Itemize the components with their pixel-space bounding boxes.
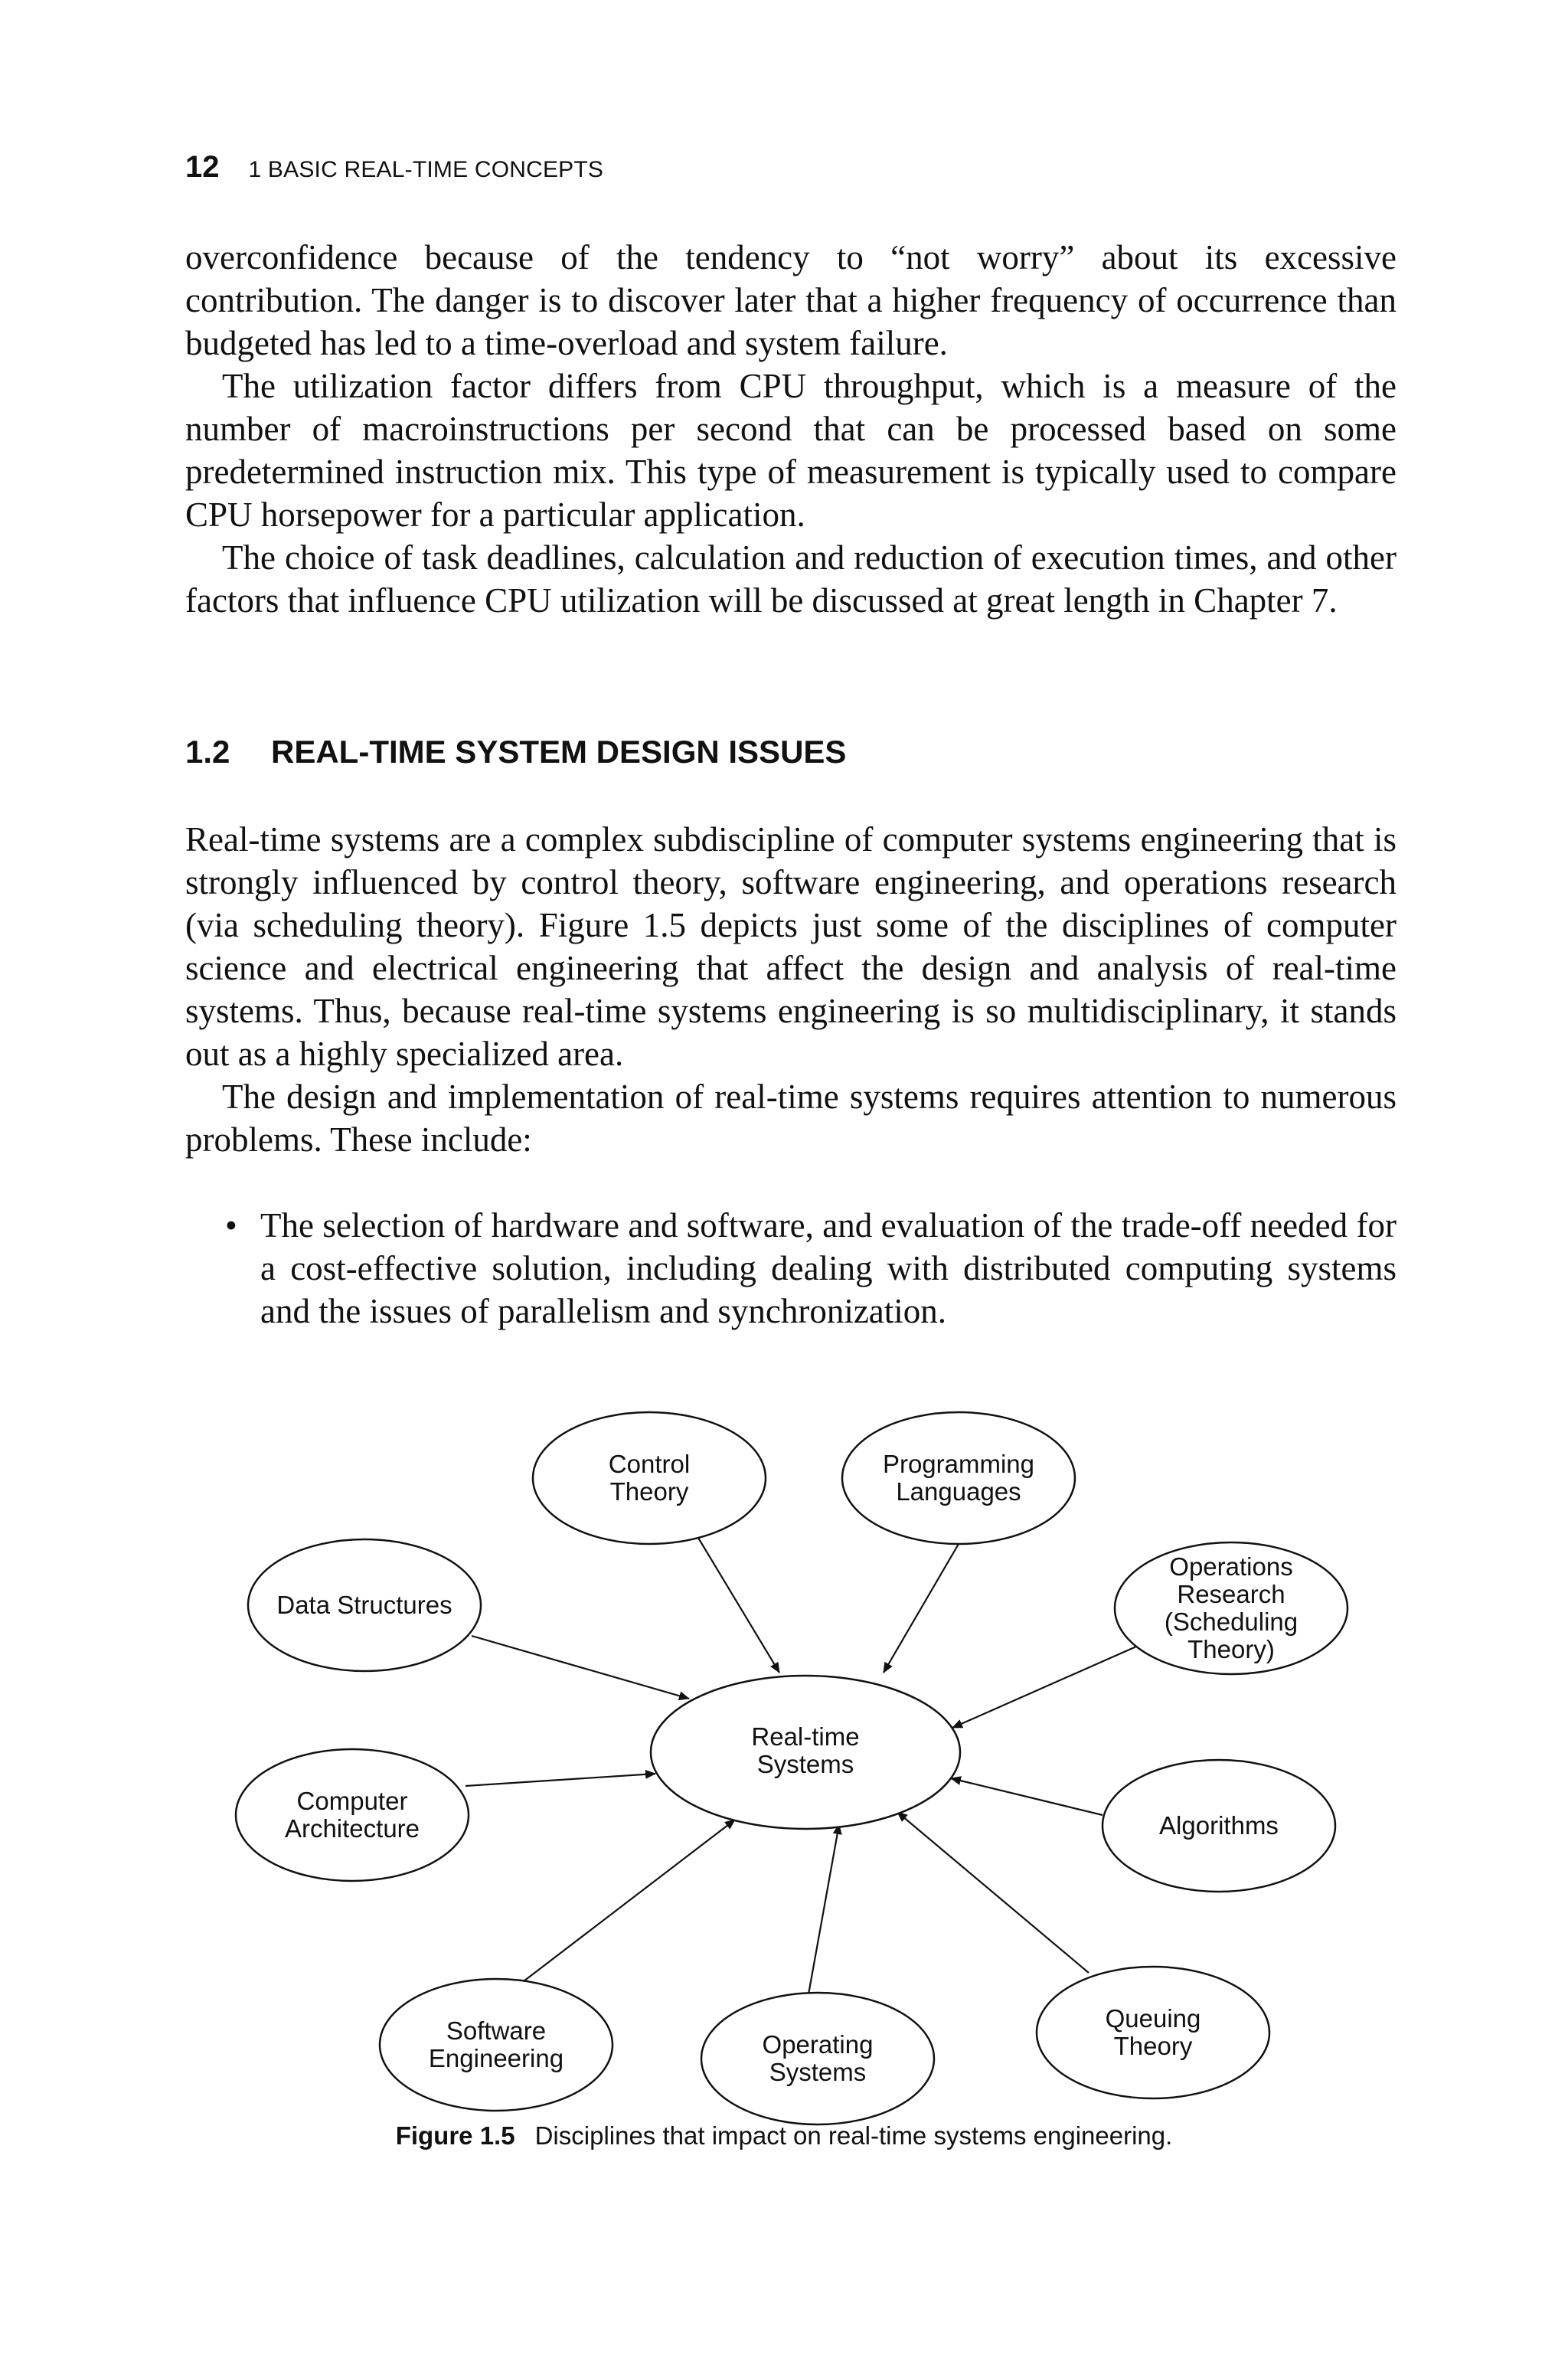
arrow-computer-architecture-to-real-time-systems (466, 1774, 655, 1786)
paragraph: The utilization factor differs from CPU throughput, which is a measure of the number of macroinstructions per second that can be processed based on some predetermined instruction mix. This type of measurement is typically used to compare CPU horsepower for a particular application. (185, 367, 1396, 534)
figure-1-5 (0, 1363, 1568, 2129)
arrow-software-engineering-to-real-time-systems (521, 1820, 735, 1984)
node-label (609, 1450, 690, 1506)
node-label (276, 1591, 452, 1619)
node-label-line: Data Structures (276, 1591, 452, 1619)
caption-label: Figure 1.5 (395, 2121, 515, 2150)
node-label-line: Control (608, 1450, 691, 1478)
bullet-list (185, 1204, 1396, 1333)
node-computer-architecture (236, 1749, 469, 1881)
node-label (1106, 2004, 1201, 2060)
diagram-nodes (236, 1412, 1348, 2124)
node-label-line: Systems (756, 1750, 854, 1778)
section-title: REAL-TIME SYSTEM DESIGN ISSUES (271, 734, 847, 770)
arrow-operating-systems-to-real-time-systems (808, 1824, 839, 1994)
node-label-line: Research (1177, 1580, 1285, 1608)
node-label-line: Computer (296, 1787, 408, 1815)
node-label-line: Programming (882, 1450, 1035, 1478)
node-real-time-systems (651, 1676, 960, 1829)
node-label-line: Theory (1113, 2032, 1193, 2060)
node-software-engineering (380, 1979, 612, 2111)
running-title: 1 BASIC REAL-TIME CONCEPTS (248, 157, 604, 182)
center-label (751, 1722, 859, 1778)
running-head (185, 150, 603, 185)
paragraph: The design and implementation of real-time systems requires attention to numerous problems. These include: (185, 1078, 1396, 1159)
node-operating-systems (701, 1993, 934, 2124)
paragraph: The choice of task deadlines, calculation and reduction of execution times, and other factors that influence CPU utilization will be discussed at great length in Chapter 7. (185, 538, 1396, 620)
arrow-operations-research-to-real-time-systems (952, 1647, 1136, 1728)
node-label-line: Operating (762, 2030, 874, 2059)
page-number: 12 (185, 150, 220, 184)
node-label-line: Engineering (428, 2044, 564, 2072)
list-item-text: The selection of hardware and software, and evaluation of the trade-off needed for a cost-effective solution, including dealing with distributed computing systems and the issues of parallelism and synchronization. (260, 1206, 1396, 1330)
node-queuing-theory (1037, 1967, 1269, 2098)
node-label (285, 1787, 420, 1843)
arrow-data-structures-to-real-time-systems (472, 1636, 689, 1699)
node-operations-research (1115, 1542, 1348, 1674)
arrow-control-theory-to-real-time-systems (698, 1538, 779, 1673)
node-label-line: (Scheduling (1164, 1608, 1298, 1636)
arrow-algorithms-to-real-time-systems (951, 1778, 1102, 1815)
caption-text: Disciplines that impact on real-time systems engineering. (534, 2121, 1173, 2150)
node-label-line: Theory (609, 1477, 689, 1506)
node-label-line: Real-time (751, 1722, 860, 1751)
arrow-programming-languages-to-real-time-systems (884, 1544, 959, 1673)
arrow-queuing-theory-to-real-time-systems (897, 1812, 1089, 1973)
paragraph: Real-time systems are a complex subdiscipline of computer systems engineering that is strongly influenced by control theory, software engineering, and operations research (via scheduling theory). Figure 1.5 depicts just some of the disciplines of computer science and electrical engineering that affect the design and analysis of real-time systems. Thus, because real-time systems engineering is so multidisciplinary, it stands out as a highly specialized area. (185, 820, 1396, 1073)
node-label-line: Languages (896, 1477, 1021, 1506)
node-label-line: Algorithms (1159, 1811, 1279, 1840)
node-label (429, 2016, 564, 2072)
node-algorithms (1102, 1760, 1335, 1892)
node-label-line: Operations (1169, 1552, 1293, 1581)
node-label-line: Queuing (1105, 2004, 1201, 2033)
paragraph: overconfidence because of the tendency to “not worry” about its excessive contribution. The danger is to discover later that a higher frequency of occurrence than budgeted has led to a time-overload and system failure. (185, 238, 1396, 362)
node-label-line: Systems (769, 2058, 867, 2086)
node-data-structures (248, 1539, 481, 1671)
list-item (185, 1204, 1396, 1333)
disciplines-diagram (0, 1363, 1568, 2129)
section-heading (185, 734, 846, 770)
bullet-icon: • (225, 1206, 237, 1245)
node-label (1159, 1811, 1279, 1840)
section-number: 1.2 (185, 734, 230, 770)
body-text-after-section (185, 818, 1396, 1161)
body-text-before-section (185, 236, 1396, 622)
node-programming-languages (842, 1412, 1075, 1544)
node-control-theory (533, 1412, 766, 1544)
node-label-line: Software (446, 2016, 547, 2045)
node-label (883, 1450, 1034, 1506)
node-label-line: Architecture (284, 1814, 420, 1843)
node-label-line: Theory) (1187, 1635, 1275, 1663)
figure-caption (0, 2121, 1568, 2150)
node-label (763, 2030, 874, 2086)
